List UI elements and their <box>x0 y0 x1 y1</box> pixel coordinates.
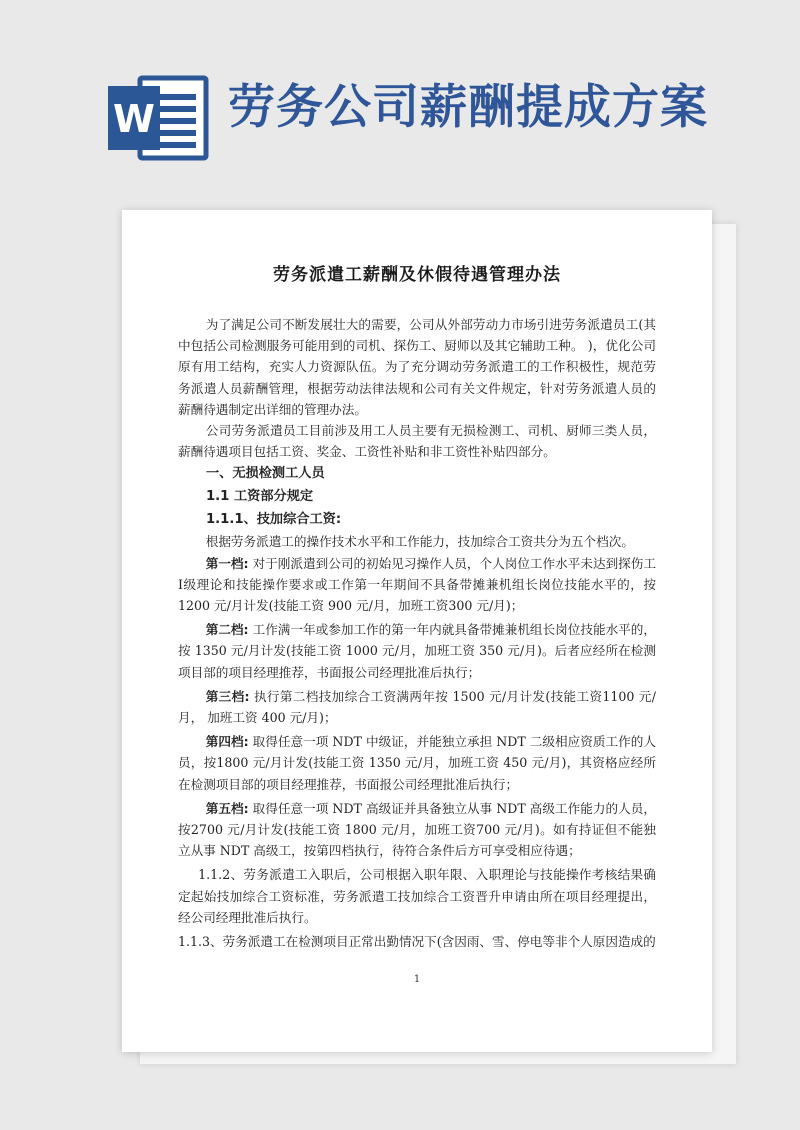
level-2-text: 工作满一年或参加工作的第一年内就具备带摊兼机组长岗位技能水平的，按 1350 元/月计发(技能工资 1000 元/月，加班工资 350 元/月)。后者应经所在检测项目部的项目经理推荐，书面报公司经理批准后执行； <box>178 622 656 680</box>
page-number: 1 <box>413 974 421 985</box>
section-heading-1: 一、无损检测工人员 <box>206 466 325 482</box>
word-document-icon <box>106 72 212 164</box>
section-heading-1-1-1: 1.1.1、技加综合工资: <box>206 512 342 528</box>
levels-intro-paragraph: 根据劳务派遣工的操作技术水平和工作能力，技加综合工资共分为五个档次。 <box>205 534 634 550</box>
paragraph-1-1-3: 1.1.3、劳务派遣工在检测项目正常出勤情况下(含因雨、雪、停电等非个人原因造成的 <box>178 934 656 950</box>
level-5-label: 第五档: <box>205 800 249 816</box>
level-4-paragraph <box>178 731 656 795</box>
document-title: 劳务派遣工薪酬及休假待遇管理办法 <box>273 265 561 285</box>
level-5-paragraph <box>178 798 656 862</box>
level-4-text: 取得任意一项 NDT 中级证，并能独立承担 NDT 二级相应资质工作的人员，按1800 元/月计发(技能工资 1350 元/月，加班工资 450 元/月)，其资格应经所在检测项目部的项目经理推荐，书面报公司经理批准后执行； <box>178 734 656 792</box>
banner-title: 劳务公司薪酬提成方案 <box>228 80 708 135</box>
level-4-label: 第四档: <box>205 734 249 750</box>
level-2-paragraph <box>178 619 656 683</box>
level-1-paragraph <box>178 553 656 617</box>
level-1-text: 对于刚派遣到公司的初始见习操作人员，个人岗位工作水平未达到探伤工Ⅰ级理论和技能操作要求或工作第一年期间不具备带摊兼机组长岗位技能水平的，按 1200 元/月计发(技能工资 900 元/月，加班工资300 元/月)； <box>178 555 656 614</box>
document-page <box>122 210 712 1052</box>
intro-paragraph-1: 为了满足公司不断发展壮大的需要，公司从外部劳动力市场引进劳务派遣员工(其中包括公司检测服务可能用到的司机、探伤工、厨师以及其它辅助工种。 )，优化公司原有用工结构，充实人力资源队伍。为了充分调动劳务派遣工的工作积极性，规范劳务派遣人员薪酬管理，根据劳动法律法规和公司有关文件规定，针对劳务派遣人员的薪酬待遇制定出详细的管理办法。 <box>178 317 656 417</box>
paragraph-1-1-2: 1.1.2、劳务派遣工入职后，公司根据入职年限、入职理论与技能操作考核结果确定起始技加综合工资标准，劳务派遣工技加综合工资晋升申请由所在项目经理提出，经公司经理批准后执行。 <box>178 867 656 925</box>
level-3-text: 执行第二档技加综合工资满两年按 1500 元/月计发(技能工资1100 元/月， 加班工资 400 元/月)； <box>178 688 656 726</box>
level-3-paragraph <box>178 686 656 728</box>
level-1-label: 第一档: <box>205 555 249 571</box>
document-body <box>178 314 656 952</box>
level-3-label: 第三档: <box>205 688 250 704</box>
level-2-label: 第二档: <box>205 622 249 638</box>
level-5-text: 取得任意一项 NDT 高级证并具备独立从事 NDT 高级工作能力的人员，按2700 元/月计发(技能工资 1800 元/月，加班工资700 元/月)。如有持证但不能独立从事 NDT 高级工，按第四档执行，待符合条件后方可享受相应待遇； <box>178 800 656 859</box>
section-heading-1-1: 1.1 工资部分规定 <box>206 489 314 505</box>
intro-paragraph-2: 公司劳务派遣员工目前涉及用工人员主要有无损检测工、司机、厨师三类人员，薪酬待遇项目包括工资、奖金、工资性补贴和非工资性补贴四部分。 <box>178 423 656 460</box>
svg-text:W: W <box>113 97 155 141</box>
